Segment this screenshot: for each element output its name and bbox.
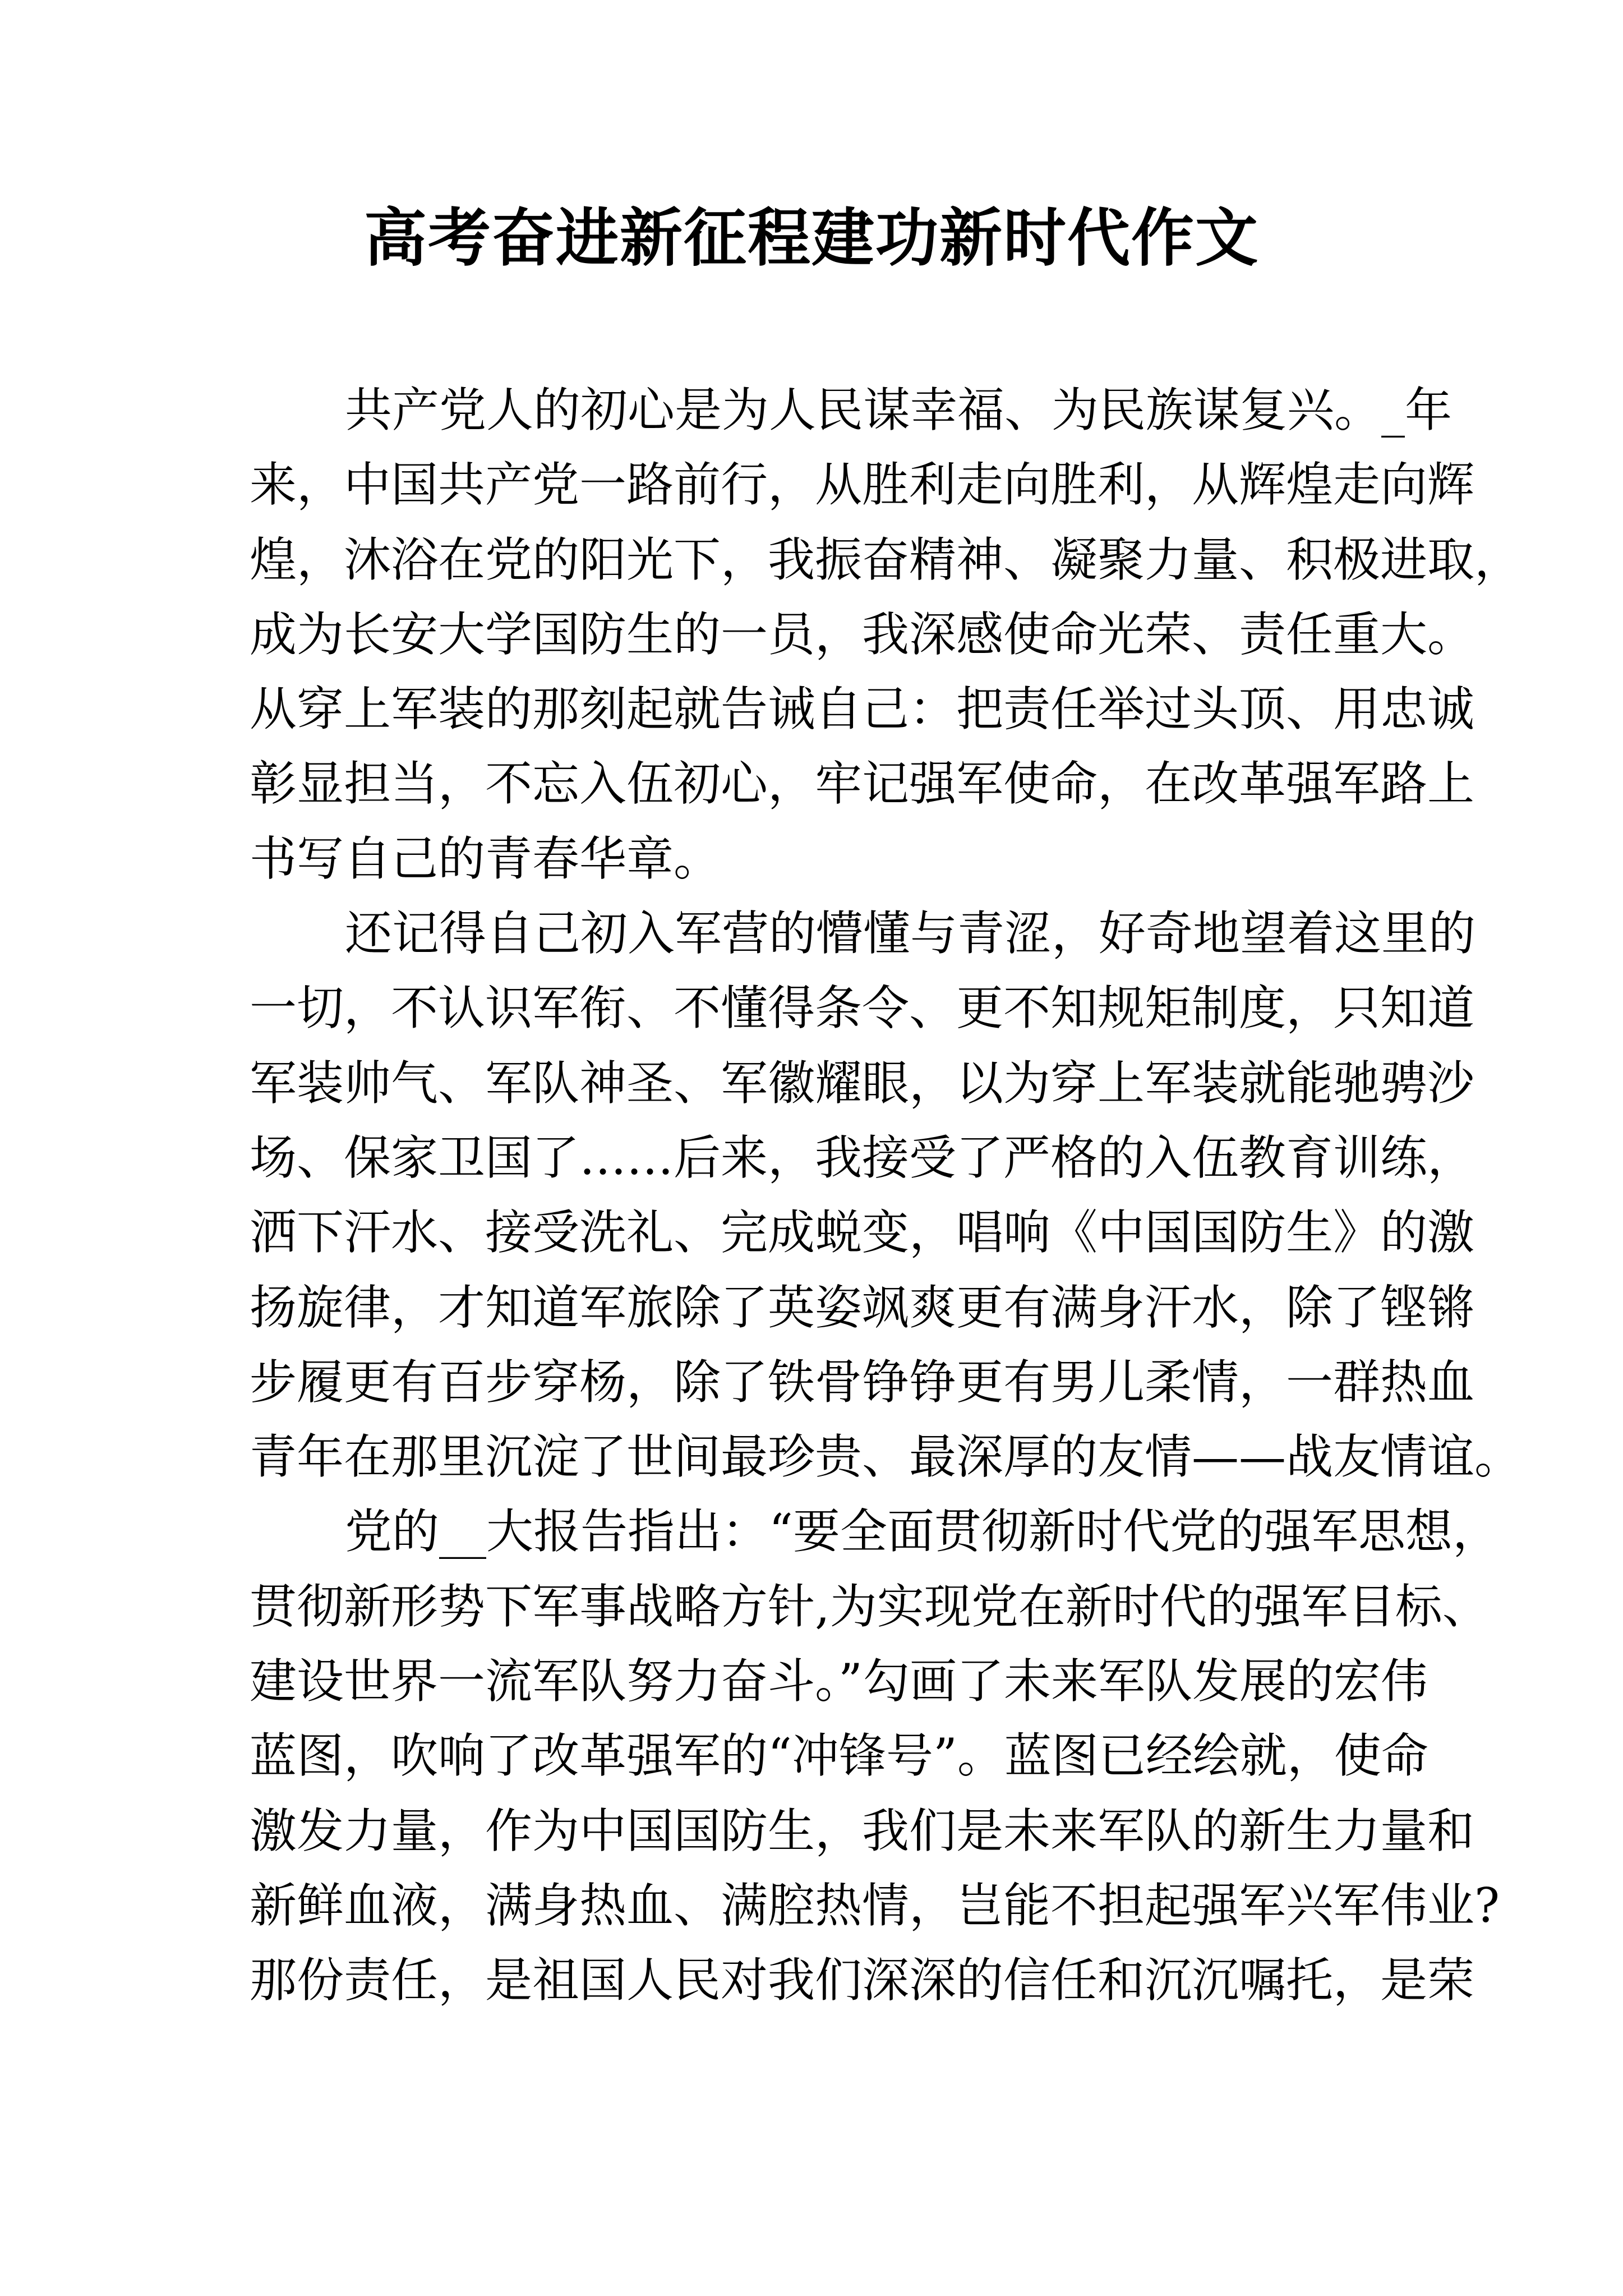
text-line: 步履更有百步穿杨，除了铁骨铮铮更有男儿柔情，一群热血 bbox=[250, 1354, 1475, 1410]
text-line: 还记得自己初入军营的懵懂与青涩，好奇地望着这里的 bbox=[345, 906, 1476, 961]
text-line: 新鲜血液，满身热血、满腔热情，岂能不担起强军兴军伟业? bbox=[250, 1878, 1500, 1933]
text-line: 成为长安大学国防生的一员，我深感使命光荣、责任重大。 bbox=[250, 606, 1475, 662]
text-line: 来，中国共产党一路前行，从胜利走向胜利，从辉煌走向辉 bbox=[250, 457, 1475, 513]
text-line: 青年在那里沉淀了世间最珍贵、最深厚的友情——战友情谊。 bbox=[250, 1429, 1522, 1485]
paragraph-3 bbox=[250, 1494, 1500, 2018]
document-body bbox=[250, 373, 1522, 2018]
paragraph-2 bbox=[250, 896, 1522, 1494]
text-line: 煌，沐浴在党的阳光下，我振奋精神、凝聚力量、积极进取， bbox=[250, 532, 1522, 587]
text-line: 贯彻新形势下军事战略方针,为实现党在新时代的强军目标、 bbox=[250, 1579, 1490, 1634]
paragraph-1 bbox=[250, 373, 1522, 896]
text-line: 书写自己的青春华章。 bbox=[250, 831, 721, 886]
text-line: 军装帅气、军队神圣、军徽耀眼，以为穿上军装就能驰骋沙 bbox=[250, 1055, 1475, 1111]
text-line: 蓝图，吹响了改革强军的“冲锋号”。蓝图已经绘就，使命 bbox=[250, 1728, 1428, 1784]
text-line: 一切，不认识军衔、不懂得条令、更不知规矩制度，只知道 bbox=[250, 981, 1475, 1036]
text-line: 激发力量，作为中国国防生，我们是未来军队的新生力量和 bbox=[250, 1803, 1475, 1858]
text-line: 洒下汗水、接受洗礼、完成蜕变，唱响《中国国防生》的激 bbox=[250, 1205, 1475, 1260]
text-line: 从穿上军装的那刻起就告诫自己：把责任举过头顶、用忠诚 bbox=[250, 682, 1475, 737]
text-line: 党的__大报告指出：“要全面贯彻新时代党的强军思想， bbox=[345, 1504, 1500, 1559]
text-line: 共产党人的初心是为人民谋幸福、为民族谋复兴。_年 bbox=[345, 383, 1453, 438]
text-line: 建设世界一流军队努力奋斗。”勾画了未来军队发展的宏伟 bbox=[250, 1654, 1428, 1709]
text-line: 彰显担当，不忘入伍初心，牢记强军使命，在改革强军路上 bbox=[250, 756, 1475, 812]
text-line: 那份责任，是祖国人民对我们深深的信任和沉沉嘱托，是荣 bbox=[250, 1953, 1475, 2008]
text-line: 扬旋律，才知道军旅除了英姿飒爽更有满身汗水，除了铿锵 bbox=[250, 1280, 1475, 1335]
text-line: 场、保家卫国了……后来，我接受了严格的入伍教育训练， bbox=[250, 1130, 1475, 1185]
document-title: 高考奋进新征程建功新时代作文 bbox=[364, 201, 1259, 275]
